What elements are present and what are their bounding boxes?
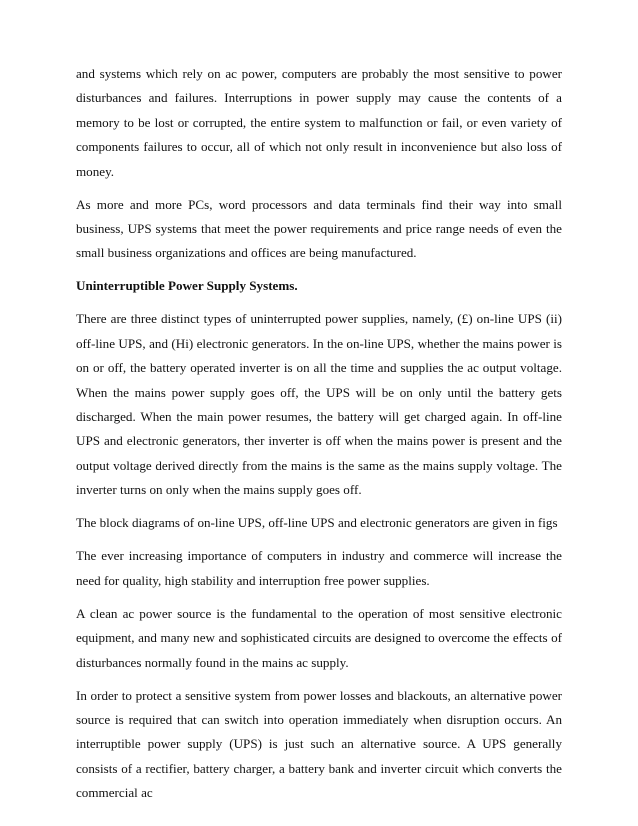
paragraph-power-sensitivity: and systems which rely on ac power, computers are probably the most sensitive to power disturbances and failures. Interruptions in power supply may cause the contents of a memory to be lost or corrupted, the entire system to malfunction or fail, or even variety of components failures to occur, all of which not only result in inconvenience but also loss of money. (76, 66, 562, 179)
paragraph-block-diagrams: The block diagrams of on-line UPS, off-line UPS and electronic generators are given in figs (76, 515, 558, 531)
paragraph-small-business-ups: As more and more PCs, word processors and data terminals find their way into small business, UPS systems that meet the power requirements and price range needs of even the small business organizations and offices are being manufactured. (76, 196, 562, 261)
paragraph-computer-importance: The ever increasing importance of computers in industry and commerce will increase the need for quality, high stability and interruption free power supplies. (76, 548, 562, 588)
paragraph-alternative-source: In order to protect a sensitive system from power losses and blackouts, an alternative power source is required that can switch into operation immediately when disruption occurs. An interruptible power supply (UPS) is just such an alternative source. A UPS generally consists of a rectifier, battery charger, a battery bank and inverter circuit which converts the commercial ac (76, 687, 562, 801)
paragraph-clean-power: A clean ac power source is the fundamental to the operation of most sensitive electronic equipment, and many new and sophisticated circuits are designed to overcome the effects of disturbances normally found in the mains ac supply. (76, 605, 562, 670)
paragraph-ups-types: There are three distinct types of uninterrupted power supplies, namely, (£) on-line UPS (ii) off-line UPS, and (Hi) electronic generators. In the on-line UPS, whether the mains power is on or off, the battery operated inverter is on all the time and supplies the ac output voltage. When the mains power supply goes off, the UPS will be on only until the battery gets discharged. When the main power resumes, the battery will get charged again. In off-line UPS and electronic generators, ther inverter is off when the mains power is present and the output voltage derived directly from the mains is the same as the mains supply voltage. The inverter turns on only when the mains supply goes off. (76, 311, 562, 498)
document-page (76, 62, 562, 806)
section-heading: Uninterruptible Power Supply Systems. (76, 278, 298, 294)
